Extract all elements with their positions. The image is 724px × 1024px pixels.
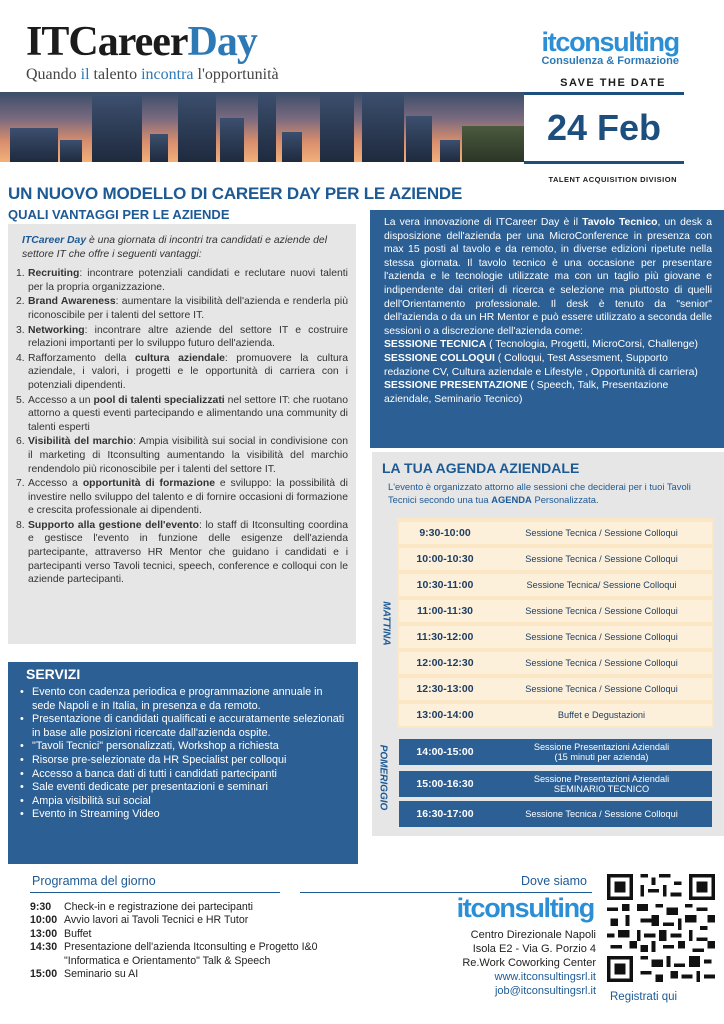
event-date: 24 Feb [546,107,662,148]
agenda-slot: 15:00-16:30 Sessione Presentazioni Aziendali SEMINARIO TECNICO [399,771,712,797]
list-item: 5. Accesso a un pool di talenti specializzati nel settore IT: che ruotano attorno a questi eventi partecipando e alimentando una community di talenti esperti [16,394,348,433]
afternoon-label: POMERIGGIO [377,744,389,811]
save-the-date-label: SAVE THE DATE [560,77,666,89]
agenda-title: LA TUA AGENDA AZIENDALE [382,460,580,476]
list-item: • Evento in Streaming Video [20,808,160,821]
agenda-slot: 11:30-12:00 Sessione Tecnica / Sessione Colloqui [399,626,712,648]
list-item: • Presentazione di candidati qualificati e accuratamente selezionati in base alle posizioni ricercate dall'azienda ospite. [20,713,345,739]
programma-row: 15:00 Seminario su AI [30,968,139,981]
event-tagline: Quando il talento incontra l'opportunità [26,66,279,83]
list-item: 3. Networking: incontrare altre aziende del settore IT e costruire relazioni importanti per lo sviluppo futuro dell'azienda. [16,324,348,350]
itconsulting-logo-footer: itconsulting [456,893,594,923]
advantages-intro: ITCareer Day è una giornata di incontri tra candidati e aziende del settore IT che offre i seguenti vantaggi: [22,235,328,260]
programma-row: 14:30 Presentazione dell'azienda Itconsulting e Progetto I&0 "Informatica e Orientamento" Talk & Speech [30,941,318,967]
agenda-slot: 9:30-10:00 Sessione Tecnica / Sessione Colloqui [399,522,712,544]
itconsulting-logo: itconsulting Consulenza & Formazione [541,27,679,67]
event-title: ITCareerDay [26,19,257,65]
agenda-slot: 12:00-12:30 Sessione Tecnica / Sessione Colloqui [399,652,712,674]
list-item: 7. Accesso a opportunità di formazione e sviluppo: la possibilità di investire nello sviluppo del talento e di fornire occasioni di formazione e crescita professionale ai dipendenti. [16,478,348,517]
tavolo-description: La vera innovazione di ITCareer Day è il Tavolo Tecnico, un desk a disposizione dell'azienda per una MicroConference in presenza con max 15 posti al tavolo e da remoto, in diverse edizioni ripetute nella stessa giornata. Il tavolo tecnico è una occasione per presentare l'azienda e le tecnologie utilizzate ma con un taglio più giovane e indipendente dai criteri di ricerca e selezione ma piuttosto di quelli dell'Orientamento professionale. Il desk è tenuto da "senior" dell'azienda o da un HR Mentor e può essere utilizzato a seconda delle sessioni o a discrezione dell'azienda come: [384,217,712,337]
list-item: • Ampia visibilità sui social [20,794,151,807]
session-item: SESSIONE COLLOQUI ( Colloqui, Test Assesment, Supporto redazione CV, Cultura aziendale e Lifestyle , Opportunità di carriera) [384,352,698,378]
agenda-slot: 10:30-11:00 Sessione Tecnica/ Sessione Colloqui [399,574,712,596]
agenda-description: L'evento è organizzato attorno alle sessioni che deciderai per i tuoi Tavoli Tecnici secondo una tua AGENDA Personalizzata. [388,481,691,505]
list-item: • Accesso a banca dati di tutti i candidati partecipanti [20,767,277,780]
agenda-slot: 12:30-13:00 Sessione Tecnica / Sessione Colloqui [399,678,712,700]
tavolo-tecnico-panel [370,210,724,448]
session-item: SESSIONE PRESENTAZIONE ( Speech, Talk, Presentazione aziendale, Seminario Tecnico) [384,380,669,405]
list-item: 6. Visibilità del marchio: Ampia visibilità sui social in condivisione con il marketing di Itconsulting aumentando la visibilità del marchio rendendolo più riconoscibile per i talenti del settore IT. [16,436,348,475]
servizi-title: SERVIZI [26,666,81,682]
agenda-slot: 11:00-11:30 Sessione Tecnica / Sessione Colloqui [399,600,712,622]
address-block: Centro Direzionale Napoli Isola E2 - Via G. Porzio 4 Re.Work Coworking Center www.itconsultingsrl.it job@itconsultingsrl.it [462,929,596,997]
list-item: • Sale eventi dedicate per presentazioni e seminari [20,781,268,794]
divider [30,892,280,893]
sub-title: QUALI VANTAGGI PER LE AZIENDE [8,207,230,222]
city-skyline-image [0,92,524,162]
programma-list [30,901,320,981]
dove-siamo-title: Dove siamo [521,874,587,888]
list-item: • "Tavoli Tecnici" personalizzati, Workshop a richiesta [20,740,279,753]
servizi-panel [8,662,358,864]
session-item: SESSIONE TECNICA ( Tecnologia, Progetti, MicroCorsi, Challenge) [384,339,698,351]
agenda-panel [372,452,724,836]
website-link[interactable]: www.itconsultingsrl.it [494,971,596,983]
list-item: 8. Supporto alla gestione dell'evento: lo staff di Itconsulting coordina e gestisce l'evento in funzione delle esigenze dell'azienda partecipante, attraverso HR Mentor che guidano i candidati e i partecipanti verso Tavoli tecnici, speech, conference e colloqui con le aziende partecipanti. [16,519,348,586]
programma-row: 13:00 Buffet [30,927,92,940]
list-item: • Risorse pre-selezionate da HR Specialist per colloqui [20,753,287,766]
list-item: 1. Recruiting: incontrare potenziali candidati e reclutare nuovi talenti per la propria organizzazione. [16,268,348,293]
agenda-slot: 13:00-14:00 Buffet e Degustazioni [399,704,712,726]
agenda-slot: 16:30-17:00 Sessione Tecnica / Sessione Colloqui [399,801,712,827]
register-link[interactable]: Registrati qui [610,991,678,1003]
event-brand [26,20,279,84]
list-item: 2. Brand Awareness: aumentare la visibilità dell'azienda e renderla più riconoscibile per i talenti del settore IT. [16,296,348,321]
email-link[interactable]: job@itconsultingsrl.it [494,985,596,997]
agenda-slot: 10:00-10:30 Sessione Tecnica / Sessione Colloqui [399,548,712,570]
morning-label: MATTINA [380,601,392,646]
main-title: UN NUOVO MODELLO DI CAREER DAY PER LE AZIENDE [8,184,463,203]
servizi-list [20,686,346,822]
advantages-panel [8,224,356,644]
division-label: TALENT ACQUISITION DIVISION [548,175,677,184]
programma-row: 10:00 Avvio lavori ai Tavoli Tecnici e HR Tutor [30,914,249,927]
advantages-list [16,267,348,587]
event-date-box [524,92,684,164]
programma-row: 9:30 Check-in e registrazione dei partecipanti [30,901,254,913]
list-item: 4. Rafforzamento della cultura aziendale: promuovere la cultura aziendale, i valori, i progetti e le opportunità di carriera con i potenziali dipendenti. [16,352,349,391]
programma-title: Programma del giorno [32,874,156,888]
qr-code-icon[interactable] [607,874,715,982]
list-item: • Evento con cadenza periodica e programmazione annuale in sede Napoli e in Italia, in presenza e da remoto. [20,686,323,712]
agenda-slot: 14:00-15:00 Sessione Presentazioni Aziendali (15 minuti per azienda) [399,739,712,765]
